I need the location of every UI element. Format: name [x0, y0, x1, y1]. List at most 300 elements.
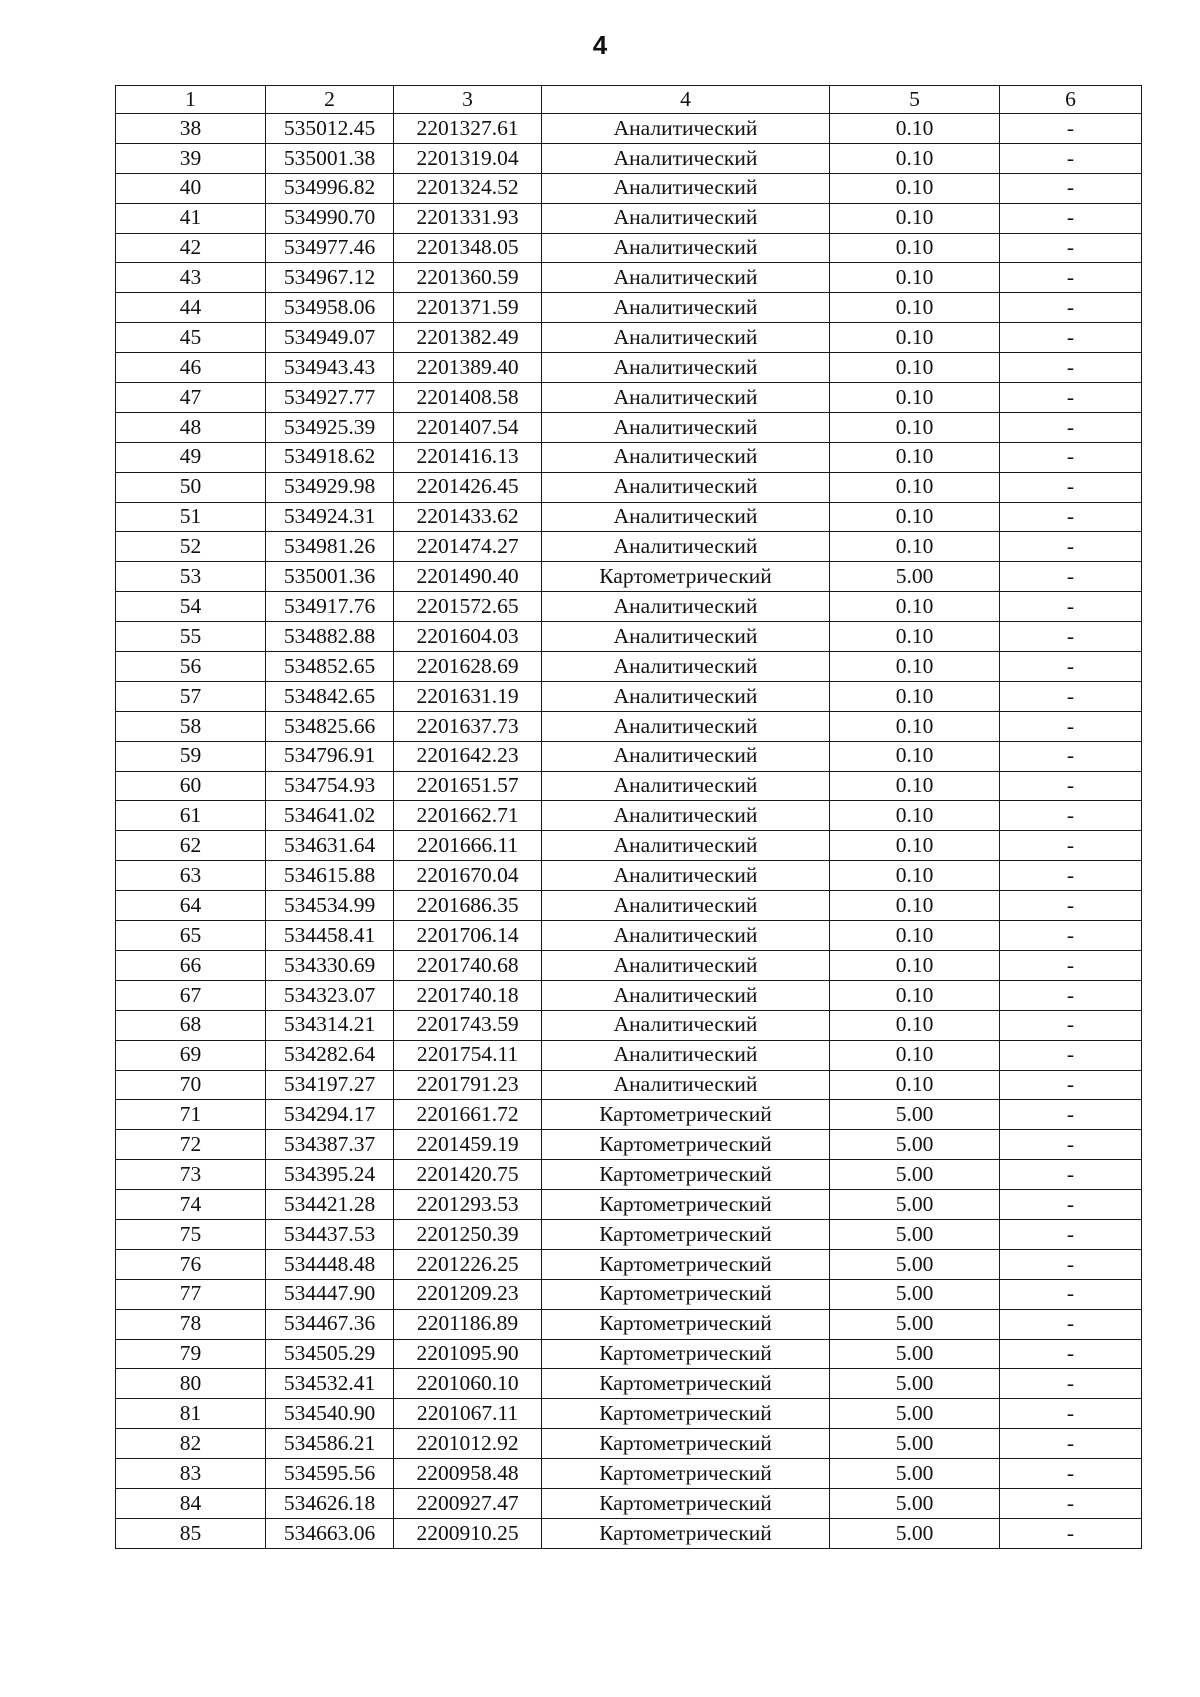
method-cell: Аналитический [542, 801, 830, 831]
header-cell-2: 2 [266, 86, 394, 114]
table-row [116, 143, 1142, 173]
accuracy-cell: 0.10 [830, 442, 1000, 472]
x-coordinate-cell: 534754.93 [266, 771, 394, 801]
x-coordinate-cell: 534631.64 [266, 831, 394, 861]
accuracy-cell: 0.10 [830, 293, 1000, 323]
accuracy-cell: 0.10 [830, 741, 1000, 771]
point-number-cell: 68 [116, 1010, 266, 1040]
notes-cell: - [1000, 980, 1142, 1010]
table-row [116, 1070, 1142, 1100]
point-number-cell: 63 [116, 861, 266, 891]
y-coordinate-cell: 2201360.59 [394, 263, 542, 293]
point-number-cell: 78 [116, 1309, 266, 1339]
y-coordinate-cell: 2200910.25 [394, 1518, 542, 1548]
point-number-cell: 58 [116, 711, 266, 741]
point-number-cell: 75 [116, 1219, 266, 1249]
x-coordinate-cell: 534958.06 [266, 293, 394, 323]
notes-cell: - [1000, 203, 1142, 233]
y-coordinate-cell: 2201642.23 [394, 741, 542, 771]
accuracy-cell: 0.10 [830, 801, 1000, 831]
accuracy-cell: 0.10 [830, 831, 1000, 861]
method-cell: Аналитический [542, 1040, 830, 1070]
x-coordinate-cell: 534949.07 [266, 323, 394, 353]
accuracy-cell: 5.00 [830, 1369, 1000, 1399]
x-coordinate-cell: 534929.98 [266, 472, 394, 502]
point-number-cell: 45 [116, 323, 266, 353]
accuracy-cell: 0.10 [830, 1040, 1000, 1070]
x-coordinate-cell: 534796.91 [266, 741, 394, 771]
method-cell: Аналитический [542, 1070, 830, 1100]
notes-cell: - [1000, 114, 1142, 144]
accuracy-cell: 0.10 [830, 472, 1000, 502]
y-coordinate-cell: 2201408.58 [394, 383, 542, 413]
point-number-cell: 42 [116, 233, 266, 263]
y-coordinate-cell: 2201740.68 [394, 950, 542, 980]
x-coordinate-cell: 534825.66 [266, 711, 394, 741]
table-row [116, 442, 1142, 472]
point-number-cell: 84 [116, 1488, 266, 1518]
x-coordinate-cell: 535012.45 [266, 114, 394, 144]
accuracy-cell: 5.00 [830, 1309, 1000, 1339]
method-cell: Картометрический [542, 1369, 830, 1399]
accuracy-cell: 5.00 [830, 1429, 1000, 1459]
point-number-cell: 62 [116, 831, 266, 861]
notes-cell: - [1000, 412, 1142, 442]
x-coordinate-cell: 534330.69 [266, 950, 394, 980]
notes-cell: - [1000, 921, 1142, 951]
accuracy-cell: 5.00 [830, 1190, 1000, 1220]
point-number-cell: 61 [116, 801, 266, 831]
table-row [116, 233, 1142, 263]
notes-cell: - [1000, 143, 1142, 173]
x-coordinate-cell: 534852.65 [266, 652, 394, 682]
notes-cell: - [1000, 681, 1142, 711]
notes-cell: - [1000, 1130, 1142, 1160]
accuracy-cell: 0.10 [830, 323, 1000, 353]
table-row [116, 323, 1142, 353]
accuracy-cell: 0.10 [830, 412, 1000, 442]
accuracy-cell: 0.10 [830, 1070, 1000, 1100]
x-coordinate-cell: 534927.77 [266, 383, 394, 413]
notes-cell: - [1000, 263, 1142, 293]
notes-cell: - [1000, 353, 1142, 383]
y-coordinate-cell: 2201791.23 [394, 1070, 542, 1100]
notes-cell: - [1000, 173, 1142, 203]
y-coordinate-cell: 2201407.54 [394, 412, 542, 442]
accuracy-cell: 0.10 [830, 383, 1000, 413]
x-coordinate-cell: 534641.02 [266, 801, 394, 831]
table-row [116, 1279, 1142, 1309]
table-row [116, 293, 1142, 323]
table-row [116, 532, 1142, 562]
table-row [116, 652, 1142, 682]
point-number-cell: 49 [116, 442, 266, 472]
point-number-cell: 82 [116, 1429, 266, 1459]
header-cell-3: 3 [394, 86, 542, 114]
method-cell: Аналитический [542, 114, 830, 144]
method-cell: Картометрический [542, 1249, 830, 1279]
method-cell: Аналитический [542, 383, 830, 413]
point-number-cell: 43 [116, 263, 266, 293]
table-row [116, 1190, 1142, 1220]
table-row [116, 1309, 1142, 1339]
point-number-cell: 70 [116, 1070, 266, 1100]
method-cell: Картометрический [542, 1130, 830, 1160]
method-cell: Аналитический [542, 950, 830, 980]
point-number-cell: 80 [116, 1369, 266, 1399]
table-row [116, 173, 1142, 203]
table-row [116, 1100, 1142, 1130]
table-row [116, 353, 1142, 383]
table-row [116, 412, 1142, 442]
table-row [116, 502, 1142, 532]
point-number-cell: 73 [116, 1160, 266, 1190]
point-number-cell: 57 [116, 681, 266, 711]
accuracy-cell: 0.10 [830, 353, 1000, 383]
method-cell: Аналитический [542, 173, 830, 203]
method-cell: Аналитический [542, 861, 830, 891]
method-cell: Аналитический [542, 921, 830, 951]
table-row [116, 472, 1142, 502]
y-coordinate-cell: 2201348.05 [394, 233, 542, 263]
accuracy-cell: 5.00 [830, 1399, 1000, 1429]
accuracy-cell: 5.00 [830, 1339, 1000, 1369]
method-cell: Аналитический [542, 980, 830, 1010]
x-coordinate-cell: 534990.70 [266, 203, 394, 233]
accuracy-cell: 0.10 [830, 980, 1000, 1010]
accuracy-cell: 0.10 [830, 891, 1000, 921]
table-row [116, 1488, 1142, 1518]
method-cell: Аналитический [542, 203, 830, 233]
table-row [116, 831, 1142, 861]
notes-cell: - [1000, 1518, 1142, 1548]
notes-cell: - [1000, 1100, 1142, 1130]
x-coordinate-cell: 534282.64 [266, 1040, 394, 1070]
table-row [116, 114, 1142, 144]
point-number-cell: 50 [116, 472, 266, 502]
header-row [116, 86, 1142, 114]
notes-cell: - [1000, 801, 1142, 831]
y-coordinate-cell: 2201686.35 [394, 891, 542, 921]
x-coordinate-cell: 534314.21 [266, 1010, 394, 1040]
point-number-cell: 41 [116, 203, 266, 233]
accuracy-cell: 5.00 [830, 562, 1000, 592]
y-coordinate-cell: 2201067.11 [394, 1399, 542, 1429]
notes-cell: - [1000, 1459, 1142, 1489]
notes-cell: - [1000, 1429, 1142, 1459]
notes-cell: - [1000, 1190, 1142, 1220]
point-number-cell: 74 [116, 1190, 266, 1220]
point-number-cell: 64 [116, 891, 266, 921]
point-number-cell: 54 [116, 592, 266, 622]
y-coordinate-cell: 2201186.89 [394, 1309, 542, 1339]
x-coordinate-cell: 534458.41 [266, 921, 394, 951]
x-coordinate-cell: 534437.53 [266, 1219, 394, 1249]
point-number-cell: 38 [116, 114, 266, 144]
x-coordinate-cell: 534615.88 [266, 861, 394, 891]
method-cell: Аналитический [542, 652, 830, 682]
point-number-cell: 71 [116, 1100, 266, 1130]
table-row [116, 801, 1142, 831]
point-number-cell: 51 [116, 502, 266, 532]
header-cell-6: 6 [1000, 86, 1142, 114]
y-coordinate-cell: 2201740.18 [394, 980, 542, 1010]
point-number-cell: 77 [116, 1279, 266, 1309]
x-coordinate-cell: 534663.06 [266, 1518, 394, 1548]
y-coordinate-cell: 2201327.61 [394, 114, 542, 144]
notes-cell: - [1000, 771, 1142, 801]
method-cell: Аналитический [542, 592, 830, 622]
notes-cell: - [1000, 1249, 1142, 1279]
notes-cell: - [1000, 1399, 1142, 1429]
method-cell: Аналитический [542, 442, 830, 472]
table-row [116, 921, 1142, 951]
method-cell: Аналитический [542, 233, 830, 263]
table-row [116, 383, 1142, 413]
y-coordinate-cell: 2201459.19 [394, 1130, 542, 1160]
point-number-cell: 69 [116, 1040, 266, 1070]
table-row [116, 1399, 1142, 1429]
x-coordinate-cell: 535001.38 [266, 143, 394, 173]
method-cell: Картометрический [542, 1339, 830, 1369]
notes-cell: - [1000, 622, 1142, 652]
accuracy-cell: 5.00 [830, 1518, 1000, 1548]
point-number-cell: 47 [116, 383, 266, 413]
y-coordinate-cell: 2201743.59 [394, 1010, 542, 1040]
notes-cell: - [1000, 502, 1142, 532]
y-coordinate-cell: 2201371.59 [394, 293, 542, 323]
y-coordinate-cell: 2200927.47 [394, 1488, 542, 1518]
notes-cell: - [1000, 592, 1142, 622]
accuracy-cell: 0.10 [830, 143, 1000, 173]
notes-cell: - [1000, 233, 1142, 263]
table-row [116, 1010, 1142, 1040]
point-number-cell: 53 [116, 562, 266, 592]
x-coordinate-cell: 534981.26 [266, 532, 394, 562]
method-cell: Аналитический [542, 831, 830, 861]
x-coordinate-cell: 534534.99 [266, 891, 394, 921]
point-number-cell: 56 [116, 652, 266, 682]
accuracy-cell: 5.00 [830, 1100, 1000, 1130]
table-row [116, 562, 1142, 592]
method-cell: Картометрический [542, 1309, 830, 1339]
point-number-cell: 39 [116, 143, 266, 173]
accuracy-cell: 0.10 [830, 861, 1000, 891]
y-coordinate-cell: 2201319.04 [394, 143, 542, 173]
point-number-cell: 66 [116, 950, 266, 980]
x-coordinate-cell: 534505.29 [266, 1339, 394, 1369]
table-row [116, 891, 1142, 921]
notes-cell: - [1000, 1339, 1142, 1369]
point-number-cell: 60 [116, 771, 266, 801]
accuracy-cell: 5.00 [830, 1459, 1000, 1489]
method-cell: Картометрический [542, 1488, 830, 1518]
accuracy-cell: 0.10 [830, 652, 1000, 682]
y-coordinate-cell: 2201331.93 [394, 203, 542, 233]
x-coordinate-cell: 534918.62 [266, 442, 394, 472]
x-coordinate-cell: 534197.27 [266, 1070, 394, 1100]
table-row [116, 980, 1142, 1010]
x-coordinate-cell: 534467.36 [266, 1309, 394, 1339]
table-body [116, 114, 1142, 1549]
table-row [116, 1130, 1142, 1160]
point-number-cell: 55 [116, 622, 266, 652]
notes-cell: - [1000, 891, 1142, 921]
method-cell: Картометрический [542, 1459, 830, 1489]
notes-cell: - [1000, 711, 1142, 741]
method-cell: Аналитический [542, 353, 830, 383]
x-coordinate-cell: 534977.46 [266, 233, 394, 263]
notes-cell: - [1000, 442, 1142, 472]
page-number: 4 [592, 30, 608, 60]
x-coordinate-cell: 534448.48 [266, 1249, 394, 1279]
y-coordinate-cell: 2201637.73 [394, 711, 542, 741]
method-cell: Аналитический [542, 711, 830, 741]
method-cell: Аналитический [542, 1010, 830, 1040]
y-coordinate-cell: 2200958.48 [394, 1459, 542, 1489]
x-coordinate-cell: 534532.41 [266, 1369, 394, 1399]
notes-cell: - [1000, 861, 1142, 891]
point-number-cell: 76 [116, 1249, 266, 1279]
table-row [116, 861, 1142, 891]
notes-cell: - [1000, 1040, 1142, 1070]
y-coordinate-cell: 2201754.11 [394, 1040, 542, 1070]
y-coordinate-cell: 2201651.57 [394, 771, 542, 801]
notes-cell: - [1000, 1488, 1142, 1518]
method-cell: Картометрический [542, 1399, 830, 1429]
x-coordinate-cell: 534323.07 [266, 980, 394, 1010]
accuracy-cell: 0.10 [830, 233, 1000, 263]
notes-cell: - [1000, 1010, 1142, 1040]
table-row [116, 1040, 1142, 1070]
y-coordinate-cell: 2201433.62 [394, 502, 542, 532]
method-cell: Аналитический [542, 323, 830, 353]
y-coordinate-cell: 2201382.49 [394, 323, 542, 353]
accuracy-cell: 0.10 [830, 532, 1000, 562]
point-number-cell: 83 [116, 1459, 266, 1489]
accuracy-cell: 0.10 [830, 681, 1000, 711]
y-coordinate-cell: 2201706.14 [394, 921, 542, 951]
x-coordinate-cell: 535001.36 [266, 562, 394, 592]
method-cell: Аналитический [542, 741, 830, 771]
point-number-cell: 67 [116, 980, 266, 1010]
method-cell: Картометрический [542, 1100, 830, 1130]
notes-cell: - [1000, 1070, 1142, 1100]
accuracy-cell: 0.10 [830, 592, 1000, 622]
accuracy-cell: 0.10 [830, 1010, 1000, 1040]
accuracy-cell: 0.10 [830, 203, 1000, 233]
y-coordinate-cell: 2201426.45 [394, 472, 542, 502]
method-cell: Картометрический [542, 1518, 830, 1548]
y-coordinate-cell: 2201060.10 [394, 1369, 542, 1399]
point-number-cell: 81 [116, 1399, 266, 1429]
table-row [116, 741, 1142, 771]
table-row [116, 592, 1142, 622]
y-coordinate-cell: 2201324.52 [394, 173, 542, 203]
table-row [116, 203, 1142, 233]
table-row [116, 1219, 1142, 1249]
table-row [116, 1369, 1142, 1399]
y-coordinate-cell: 2201666.11 [394, 831, 542, 861]
point-number-cell: 48 [116, 412, 266, 442]
accuracy-cell: 5.00 [830, 1160, 1000, 1190]
x-coordinate-cell: 534996.82 [266, 173, 394, 203]
x-coordinate-cell: 534421.28 [266, 1190, 394, 1220]
accuracy-cell: 5.00 [830, 1130, 1000, 1160]
notes-cell: - [1000, 831, 1142, 861]
notes-cell: - [1000, 472, 1142, 502]
accuracy-cell: 5.00 [830, 1488, 1000, 1518]
method-cell: Аналитический [542, 143, 830, 173]
table-row [116, 1429, 1142, 1459]
y-coordinate-cell: 2201572.65 [394, 592, 542, 622]
point-number-cell: 79 [116, 1339, 266, 1369]
accuracy-cell: 0.10 [830, 921, 1000, 951]
method-cell: Аналитический [542, 502, 830, 532]
x-coordinate-cell: 534842.65 [266, 681, 394, 711]
accuracy-cell: 0.10 [830, 502, 1000, 532]
notes-cell: - [1000, 532, 1142, 562]
header-cell-4: 4 [542, 86, 830, 114]
point-number-cell: 44 [116, 293, 266, 323]
method-cell: Аналитический [542, 622, 830, 652]
accuracy-cell: 5.00 [830, 1219, 1000, 1249]
method-cell: Картометрический [542, 1160, 830, 1190]
table-row [116, 263, 1142, 293]
table-row [116, 1249, 1142, 1279]
notes-cell: - [1000, 383, 1142, 413]
x-coordinate-cell: 534917.76 [266, 592, 394, 622]
notes-cell: - [1000, 323, 1142, 353]
x-coordinate-cell: 534540.90 [266, 1399, 394, 1429]
table-row [116, 1339, 1142, 1369]
accuracy-cell: 0.10 [830, 173, 1000, 203]
header-cell-5: 5 [830, 86, 1000, 114]
table-row [116, 711, 1142, 741]
method-cell: Аналитический [542, 532, 830, 562]
y-coordinate-cell: 2201226.25 [394, 1249, 542, 1279]
x-coordinate-cell: 534626.18 [266, 1488, 394, 1518]
y-coordinate-cell: 2201628.69 [394, 652, 542, 682]
y-coordinate-cell: 2201631.19 [394, 681, 542, 711]
x-coordinate-cell: 534395.24 [266, 1160, 394, 1190]
method-cell: Аналитический [542, 263, 830, 293]
method-cell: Аналитический [542, 681, 830, 711]
accuracy-cell: 0.10 [830, 711, 1000, 741]
method-cell: Аналитический [542, 412, 830, 442]
method-cell: Картометрический [542, 1429, 830, 1459]
y-coordinate-cell: 2201209.23 [394, 1279, 542, 1309]
table-row [116, 1160, 1142, 1190]
accuracy-cell: 0.10 [830, 950, 1000, 980]
y-coordinate-cell: 2201012.92 [394, 1429, 542, 1459]
notes-cell: - [1000, 950, 1142, 980]
x-coordinate-cell: 534294.17 [266, 1100, 394, 1130]
method-cell: Аналитический [542, 891, 830, 921]
coordinates-table [115, 85, 1142, 1549]
y-coordinate-cell: 2201604.03 [394, 622, 542, 652]
table-row [116, 1459, 1142, 1489]
x-coordinate-cell: 534967.12 [266, 263, 394, 293]
notes-cell: - [1000, 562, 1142, 592]
notes-cell: - [1000, 1369, 1142, 1399]
y-coordinate-cell: 2201490.40 [394, 562, 542, 592]
x-coordinate-cell: 534447.90 [266, 1279, 394, 1309]
x-coordinate-cell: 534943.43 [266, 353, 394, 383]
x-coordinate-cell: 534924.31 [266, 502, 394, 532]
y-coordinate-cell: 2201474.27 [394, 532, 542, 562]
point-number-cell: 85 [116, 1518, 266, 1548]
